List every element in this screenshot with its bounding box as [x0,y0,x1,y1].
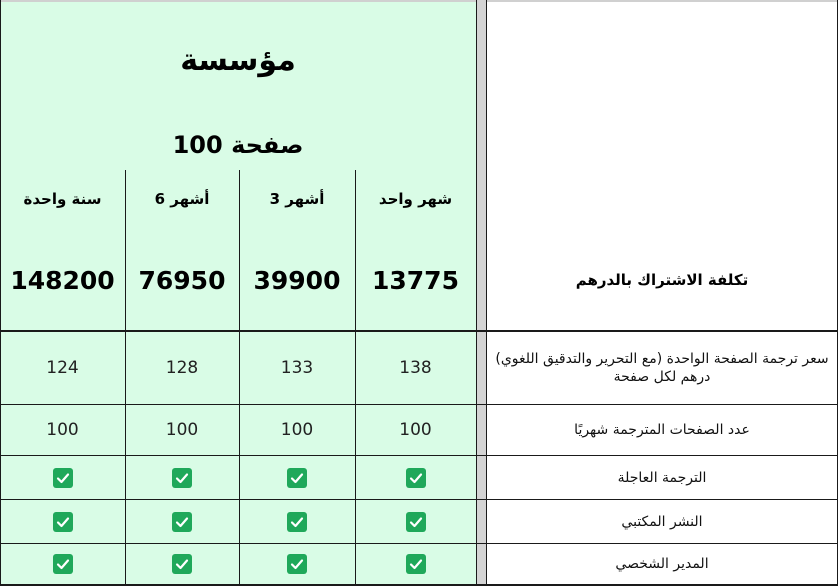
checkbox-checked-icon [172,554,192,574]
checkbox-checked-icon [53,468,73,488]
per-page-price-3: 128 [165,358,199,378]
period-header-1: شهر واحد [378,190,453,208]
urgent-row-label: الترجمة العاجلة [617,469,707,486]
dtp-cell-3 [125,500,239,543]
manager-cell-4 [0,544,125,584]
grid-hline [0,404,838,405]
checkbox-checked-icon [53,512,73,532]
urgent-cell-1 [355,456,476,499]
price-1: 13775 [372,265,459,295]
manager-cell-1 [355,544,476,584]
monthly-pages-4: 100 [46,420,79,440]
manager-row-label: المدير الشخصي [615,556,709,572]
price-3: 76950 [138,265,226,295]
period-header-2: 3 أشهر [269,190,325,208]
grid-vline [125,170,126,584]
monthly-pages-row-label: عدد الصفحات المترجمة شهريًا [574,422,750,438]
checkbox-checked-icon [287,468,307,488]
checkbox-checked-icon [406,512,426,532]
dtp-cell-4 [0,500,125,543]
urgent-cell-4 [0,456,125,499]
dtp-cell-2 [239,500,355,543]
monthly-pages-3: 100 [165,420,199,440]
urgent-cell-2 [239,456,355,499]
grid-vline [239,170,240,584]
grid-hline [0,543,838,544]
grid-hline [0,330,838,332]
dtp-row-label: النشر المكتبي [621,513,703,530]
checkbox-checked-icon [287,554,307,574]
per-page-price-2: 133 [280,358,314,378]
dtp-cell-1 [355,500,476,543]
checkbox-checked-icon [172,468,192,488]
checkbox-checked-icon [172,512,192,532]
grid-vline [355,170,356,584]
checkbox-checked-icon [406,468,426,488]
per-page-price-4: 124 [46,358,79,378]
checkbox-checked-icon [53,554,73,574]
plan-pages: 100 صفحة [172,131,304,159]
period-header-3: 6 أشهر [154,190,210,208]
checkbox-checked-icon [287,512,307,532]
grid-hline [0,455,838,456]
price-2: 39900 [253,265,341,295]
plan-title: مؤسسة [180,42,296,78]
urgent-cell-3 [125,456,239,499]
period-header-4: سنة واحدة [23,190,102,208]
cost-row-label: تكلفة الاشتراك بالدرهم [575,271,749,289]
price-4: 148200 [10,265,115,295]
per-page-price-1: 138 [399,358,432,378]
grid-hline [0,499,838,500]
monthly-pages-1: 100 [399,420,432,440]
monthly-pages-2: 100 [280,420,314,440]
manager-cell-2 [239,544,355,584]
checkbox-checked-icon [406,554,426,574]
manager-cell-3 [125,544,239,584]
per-page-row-label: سعر ترجمة الصفحة الواحدة (مع التحرير والتدقيق اللغوي) درهم لكل صفحة [495,351,829,385]
